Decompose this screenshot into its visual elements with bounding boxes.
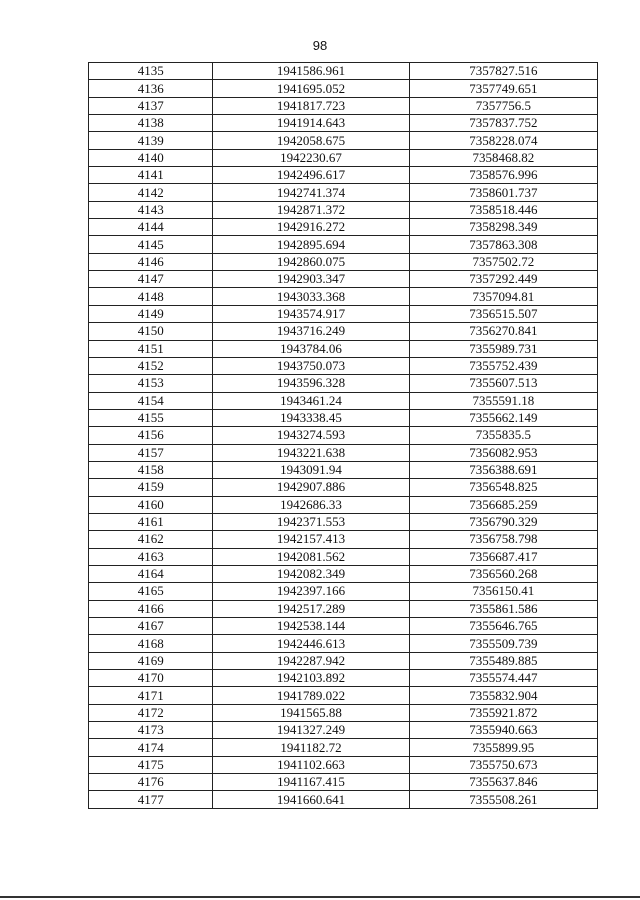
point-number-cell: 4155 <box>89 409 213 426</box>
table-row <box>89 461 598 478</box>
table-row <box>89 791 598 808</box>
x-coordinate-cell: 1943033.368 <box>213 288 409 305</box>
x-coordinate-cell: 1943574.917 <box>213 305 409 322</box>
x-coordinate-cell: 1942496.617 <box>213 167 409 184</box>
y-coordinate-cell: 7356790.329 <box>409 513 597 530</box>
y-coordinate-cell: 7356560.268 <box>409 565 597 582</box>
point-number-cell: 4161 <box>89 513 213 530</box>
point-number-cell: 4147 <box>89 271 213 288</box>
point-number-cell: 4140 <box>89 149 213 166</box>
point-number-cell: 4151 <box>89 340 213 357</box>
table-row <box>89 739 598 756</box>
table-row <box>89 115 598 132</box>
x-coordinate-cell: 1943274.593 <box>213 427 409 444</box>
x-coordinate-cell: 1942871.372 <box>213 201 409 218</box>
point-number-cell: 4149 <box>89 305 213 322</box>
table-row <box>89 357 598 374</box>
table-row <box>89 288 598 305</box>
point-number-cell: 4152 <box>89 357 213 374</box>
table-row <box>89 774 598 791</box>
x-coordinate-cell: 1942907.886 <box>213 479 409 496</box>
table-row <box>89 149 598 166</box>
x-coordinate-cell: 1943596.328 <box>213 375 409 392</box>
y-coordinate-cell: 7355637.846 <box>409 774 597 791</box>
x-coordinate-cell: 1942446.613 <box>213 635 409 652</box>
y-coordinate-cell: 7356515.507 <box>409 305 597 322</box>
y-coordinate-cell: 7357502.72 <box>409 253 597 270</box>
table-row <box>89 323 598 340</box>
table-row <box>89 271 598 288</box>
point-number-cell: 4150 <box>89 323 213 340</box>
point-number-cell: 4154 <box>89 392 213 409</box>
table-row <box>89 444 598 461</box>
table-row <box>89 583 598 600</box>
x-coordinate-cell: 1942081.562 <box>213 548 409 565</box>
x-coordinate-cell: 1943784.06 <box>213 340 409 357</box>
y-coordinate-cell: 7357837.752 <box>409 115 597 132</box>
y-coordinate-cell: 7358601.737 <box>409 184 597 201</box>
y-coordinate-cell: 7358518.446 <box>409 201 597 218</box>
table-row <box>89 305 598 322</box>
table-row <box>89 253 598 270</box>
y-coordinate-cell: 7355591.18 <box>409 392 597 409</box>
point-number-cell: 4146 <box>89 253 213 270</box>
table-row <box>89 756 598 773</box>
table-row <box>89 652 598 669</box>
x-coordinate-cell: 1943750.073 <box>213 357 409 374</box>
y-coordinate-cell: 7355989.731 <box>409 340 597 357</box>
y-coordinate-cell: 7355835.5 <box>409 427 597 444</box>
table-row <box>89 340 598 357</box>
x-coordinate-cell: 1943338.45 <box>213 409 409 426</box>
x-coordinate-cell: 1942916.272 <box>213 219 409 236</box>
x-coordinate-cell: 1941789.022 <box>213 687 409 704</box>
point-number-cell: 4162 <box>89 531 213 548</box>
y-coordinate-cell: 7358298.349 <box>409 219 597 236</box>
y-coordinate-cell: 7355662.149 <box>409 409 597 426</box>
point-number-cell: 4144 <box>89 219 213 236</box>
x-coordinate-cell: 1943716.249 <box>213 323 409 340</box>
page-number: 98 <box>312 38 328 53</box>
y-coordinate-cell: 7357756.5 <box>409 97 597 114</box>
table-row <box>89 409 598 426</box>
x-coordinate-cell: 1941586.961 <box>213 63 409 80</box>
table-row <box>89 704 598 721</box>
y-coordinate-cell: 7355646.765 <box>409 618 597 635</box>
coordinate-table-body <box>89 63 598 809</box>
table-row <box>89 236 598 253</box>
table-row <box>89 600 598 617</box>
x-coordinate-cell: 1942157.413 <box>213 531 409 548</box>
table-row <box>89 97 598 114</box>
table-row <box>89 80 598 97</box>
y-coordinate-cell: 7358468.82 <box>409 149 597 166</box>
y-coordinate-cell: 7355574.447 <box>409 670 597 687</box>
y-coordinate-cell: 7355509.739 <box>409 635 597 652</box>
coordinate-table <box>88 62 598 809</box>
x-coordinate-cell: 1942287.942 <box>213 652 409 669</box>
point-number-cell: 4142 <box>89 184 213 201</box>
y-coordinate-cell: 7356758.798 <box>409 531 597 548</box>
y-coordinate-cell: 7355899.95 <box>409 739 597 756</box>
y-coordinate-cell: 7355921.872 <box>409 704 597 721</box>
table-row <box>89 496 598 513</box>
point-number-cell: 4160 <box>89 496 213 513</box>
table-row <box>89 219 598 236</box>
x-coordinate-cell: 1942082.349 <box>213 565 409 582</box>
bottom-rule <box>0 896 640 898</box>
point-number-cell: 4138 <box>89 115 213 132</box>
x-coordinate-cell: 1943091.94 <box>213 461 409 478</box>
x-coordinate-cell: 1941565.88 <box>213 704 409 721</box>
x-coordinate-cell: 1941914.643 <box>213 115 409 132</box>
point-number-cell: 4173 <box>89 722 213 739</box>
x-coordinate-cell: 1941660.641 <box>213 791 409 808</box>
point-number-cell: 4163 <box>89 548 213 565</box>
table-row <box>89 687 598 704</box>
point-number-cell: 4170 <box>89 670 213 687</box>
x-coordinate-cell: 1941327.249 <box>213 722 409 739</box>
point-number-cell: 4148 <box>89 288 213 305</box>
x-coordinate-cell: 1942103.892 <box>213 670 409 687</box>
table-row <box>89 548 598 565</box>
x-coordinate-cell: 1941182.72 <box>213 739 409 756</box>
point-number-cell: 4158 <box>89 461 213 478</box>
y-coordinate-cell: 7356150.41 <box>409 583 597 600</box>
point-number-cell: 4169 <box>89 652 213 669</box>
point-number-cell: 4175 <box>89 756 213 773</box>
y-coordinate-cell: 7357827.516 <box>409 63 597 80</box>
x-coordinate-cell: 1942058.675 <box>213 132 409 149</box>
point-number-cell: 4174 <box>89 739 213 756</box>
point-number-cell: 4135 <box>89 63 213 80</box>
y-coordinate-cell: 7356082.953 <box>409 444 597 461</box>
point-number-cell: 4176 <box>89 774 213 791</box>
table-row <box>89 635 598 652</box>
y-coordinate-cell: 7355940.663 <box>409 722 597 739</box>
y-coordinate-cell: 7355489.885 <box>409 652 597 669</box>
point-number-cell: 4156 <box>89 427 213 444</box>
x-coordinate-cell: 1942895.694 <box>213 236 409 253</box>
y-coordinate-cell: 7356388.691 <box>409 461 597 478</box>
point-number-cell: 4177 <box>89 791 213 808</box>
y-coordinate-cell: 7357292.449 <box>409 271 597 288</box>
x-coordinate-cell: 1942371.553 <box>213 513 409 530</box>
point-number-cell: 4167 <box>89 618 213 635</box>
table-row <box>89 670 598 687</box>
y-coordinate-cell: 7356687.417 <box>409 548 597 565</box>
point-number-cell: 4145 <box>89 236 213 253</box>
y-coordinate-cell: 7356685.259 <box>409 496 597 513</box>
point-number-cell: 4166 <box>89 600 213 617</box>
point-number-cell: 4172 <box>89 704 213 721</box>
y-coordinate-cell: 7355508.261 <box>409 791 597 808</box>
point-number-cell: 4136 <box>89 80 213 97</box>
table-row <box>89 513 598 530</box>
y-coordinate-cell: 7355750.673 <box>409 756 597 773</box>
x-coordinate-cell: 1942397.166 <box>213 583 409 600</box>
y-coordinate-cell: 7355752.439 <box>409 357 597 374</box>
point-number-cell: 4141 <box>89 167 213 184</box>
point-number-cell: 4153 <box>89 375 213 392</box>
table-row <box>89 201 598 218</box>
x-coordinate-cell: 1942517.289 <box>213 600 409 617</box>
point-number-cell: 4159 <box>89 479 213 496</box>
point-number-cell: 4168 <box>89 635 213 652</box>
table-row <box>89 375 598 392</box>
point-number-cell: 4143 <box>89 201 213 218</box>
table-row <box>89 427 598 444</box>
point-number-cell: 4157 <box>89 444 213 461</box>
x-coordinate-cell: 1943221.638 <box>213 444 409 461</box>
y-coordinate-cell: 7357863.308 <box>409 236 597 253</box>
table-row <box>89 167 598 184</box>
y-coordinate-cell: 7355861.586 <box>409 600 597 617</box>
y-coordinate-cell: 7358576.996 <box>409 167 597 184</box>
x-coordinate-cell: 1942741.374 <box>213 184 409 201</box>
y-coordinate-cell: 7356270.841 <box>409 323 597 340</box>
table-row <box>89 565 598 582</box>
table-row <box>89 392 598 409</box>
point-number-cell: 4139 <box>89 132 213 149</box>
x-coordinate-cell: 1942538.144 <box>213 618 409 635</box>
x-coordinate-cell: 1941817.723 <box>213 97 409 114</box>
x-coordinate-cell: 1941695.052 <box>213 80 409 97</box>
table-row <box>89 618 598 635</box>
table-row <box>89 132 598 149</box>
x-coordinate-cell: 1943461.24 <box>213 392 409 409</box>
table-row <box>89 722 598 739</box>
point-number-cell: 4171 <box>89 687 213 704</box>
table-row <box>89 531 598 548</box>
x-coordinate-cell: 1942860.075 <box>213 253 409 270</box>
y-coordinate-cell: 7357749.651 <box>409 80 597 97</box>
y-coordinate-cell: 7355832.904 <box>409 687 597 704</box>
point-number-cell: 4137 <box>89 97 213 114</box>
point-number-cell: 4165 <box>89 583 213 600</box>
y-coordinate-cell: 7355607.513 <box>409 375 597 392</box>
x-coordinate-cell: 1941102.663 <box>213 756 409 773</box>
point-number-cell: 4164 <box>89 565 213 582</box>
x-coordinate-cell: 1942230.67 <box>213 149 409 166</box>
y-coordinate-cell: 7357094.81 <box>409 288 597 305</box>
x-coordinate-cell: 1942686.33 <box>213 496 409 513</box>
y-coordinate-cell: 7356548.825 <box>409 479 597 496</box>
x-coordinate-cell: 1942903.347 <box>213 271 409 288</box>
y-coordinate-cell: 7358228.074 <box>409 132 597 149</box>
table-row <box>89 63 598 80</box>
x-coordinate-cell: 1941167.415 <box>213 774 409 791</box>
table-row <box>89 479 598 496</box>
table-row <box>89 184 598 201</box>
